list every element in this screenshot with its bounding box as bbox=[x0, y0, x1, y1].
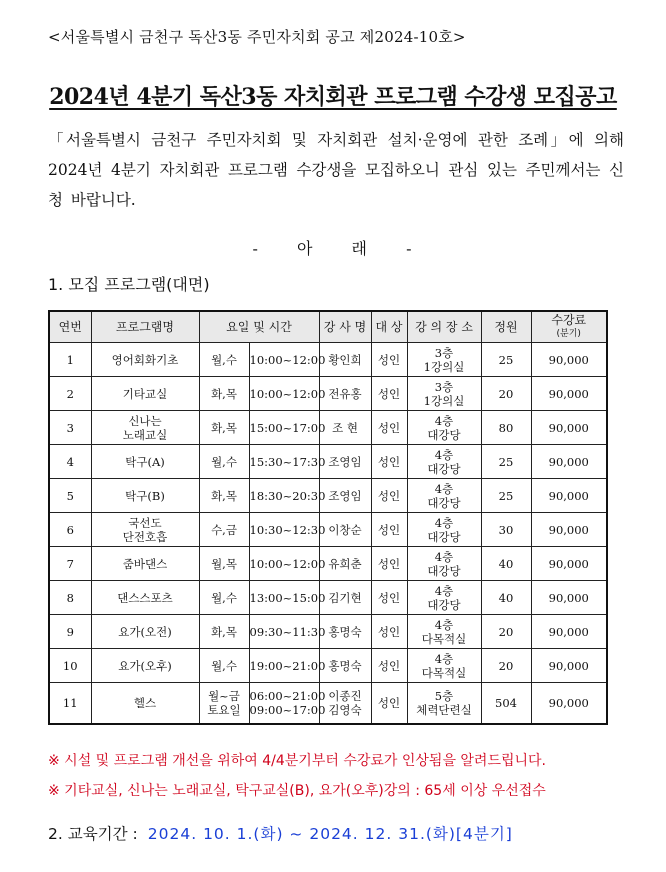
cell-target: 성인 bbox=[371, 513, 407, 547]
cell-time: 09:30~11:30 bbox=[249, 615, 319, 649]
cell-days: 월,수 bbox=[199, 581, 249, 615]
header-fee bbox=[531, 311, 607, 343]
cell-time: 13:00~15:00 bbox=[249, 581, 319, 615]
cell-capacity: 20 bbox=[481, 649, 531, 683]
cell-no: 7 bbox=[49, 547, 91, 581]
cell-room: 4층 다목적실 bbox=[407, 649, 481, 683]
page-title-text: 2024년 4분기 독산3동 자치회관 프로그램 수강생 모집공고 bbox=[49, 84, 617, 110]
divider-text: - 아 래 - bbox=[252, 239, 414, 258]
cell-room: 4층 대강당 bbox=[407, 445, 481, 479]
cell-fee: 90,000 bbox=[531, 343, 607, 377]
cell-capacity: 40 bbox=[481, 581, 531, 615]
cell-no: 5 bbox=[49, 479, 91, 513]
cell-no: 8 bbox=[49, 581, 91, 615]
cell-fee: 90,000 bbox=[531, 683, 607, 725]
cell-room: 4층 대강당 bbox=[407, 479, 481, 513]
cell-target: 성인 bbox=[371, 479, 407, 513]
cell-days: 화,목 bbox=[199, 377, 249, 411]
header-instructor: 강 사 명 bbox=[319, 311, 371, 343]
cell-capacity: 25 bbox=[481, 343, 531, 377]
header-program: 프로그램명 bbox=[91, 311, 199, 343]
cell-target: 성인 bbox=[371, 547, 407, 581]
cell-days: 월,수 bbox=[199, 445, 249, 479]
cell-program: 요가(오후) bbox=[91, 649, 199, 683]
cell-program: 요가(오전) bbox=[91, 615, 199, 649]
cell-capacity: 25 bbox=[481, 479, 531, 513]
section-2-title: 2. 교육기간 : bbox=[48, 825, 138, 843]
cell-days: 월,수 bbox=[199, 649, 249, 683]
cell-time: 06:00~21:00 09:00~17:00 bbox=[249, 683, 319, 725]
table-row bbox=[49, 615, 607, 649]
cell-program: 헬스 bbox=[91, 683, 199, 725]
cell-program: 댄스스포츠 bbox=[91, 581, 199, 615]
cell-days: 화,목 bbox=[199, 615, 249, 649]
cell-time: 10:00~12:00 bbox=[249, 377, 319, 411]
cell-instructor: 황인희 bbox=[319, 343, 371, 377]
cell-room: 5층 체력단련실 bbox=[407, 683, 481, 725]
table-row bbox=[49, 479, 607, 513]
cell-fee: 90,000 bbox=[531, 377, 607, 411]
cell-no: 4 bbox=[49, 445, 91, 479]
cell-capacity: 20 bbox=[481, 615, 531, 649]
cell-time: 10:30~12:30 bbox=[249, 513, 319, 547]
header-fee-unit: (분기) bbox=[556, 329, 581, 339]
program-table bbox=[48, 310, 608, 725]
header-schedule: 요일 및 시간 bbox=[199, 311, 319, 343]
cell-target: 성인 bbox=[371, 411, 407, 445]
cell-fee: 90,000 bbox=[531, 615, 607, 649]
cell-fee: 90,000 bbox=[531, 649, 607, 683]
header-room: 강 의 장 소 bbox=[407, 311, 481, 343]
cell-fee: 90,000 bbox=[531, 479, 607, 513]
cell-no: 6 bbox=[49, 513, 91, 547]
header-fee-label: 수강료 bbox=[551, 313, 587, 327]
table-row bbox=[49, 547, 607, 581]
header-capacity: 정원 bbox=[481, 311, 531, 343]
cell-time: 15:00~17:00 bbox=[249, 411, 319, 445]
cell-no: 3 bbox=[49, 411, 91, 445]
table-row bbox=[49, 377, 607, 411]
cell-target: 성인 bbox=[371, 649, 407, 683]
cell-instructor: 조영임 bbox=[319, 445, 371, 479]
cell-room: 4층 다목적실 bbox=[407, 615, 481, 649]
cell-program: 탁구(B) bbox=[91, 479, 199, 513]
table-row bbox=[49, 649, 607, 683]
table-row bbox=[49, 411, 607, 445]
cell-program: 신나는 노래교실 bbox=[91, 411, 199, 445]
page-title bbox=[0, 80, 666, 111]
cell-fee: 90,000 bbox=[531, 513, 607, 547]
cell-time: 10:00~12:00 bbox=[249, 343, 319, 377]
cell-target: 성인 bbox=[371, 615, 407, 649]
cell-no: 1 bbox=[49, 343, 91, 377]
cell-instructor: 유희춘 bbox=[319, 547, 371, 581]
cell-program: 줌바댄스 bbox=[91, 547, 199, 581]
cell-time: 15:30~17:30 bbox=[249, 445, 319, 479]
table-row bbox=[49, 683, 607, 725]
cell-days: 화,목 bbox=[199, 411, 249, 445]
cell-days: 월,수 bbox=[199, 343, 249, 377]
cell-fee: 90,000 bbox=[531, 581, 607, 615]
cell-target: 성인 bbox=[371, 581, 407, 615]
cell-capacity: 30 bbox=[481, 513, 531, 547]
cell-capacity: 40 bbox=[481, 547, 531, 581]
cell-capacity: 80 bbox=[481, 411, 531, 445]
cell-instructor: 홍명숙 bbox=[319, 615, 371, 649]
cell-room: 3층 1강의실 bbox=[407, 377, 481, 411]
table-header-row bbox=[49, 311, 607, 343]
cell-room: 4층 대강당 bbox=[407, 411, 481, 445]
cell-days: 수,금 bbox=[199, 513, 249, 547]
table-row bbox=[49, 513, 607, 547]
cell-target: 성인 bbox=[371, 683, 407, 725]
notice-fee-increase: ※ 시설 및 프로그램 개선을 위하여 4/4분기부터 수강료가 인상됨을 알려드립니다. bbox=[48, 753, 547, 769]
cell-target: 성인 bbox=[371, 445, 407, 479]
header-target: 대 상 bbox=[371, 311, 407, 343]
cell-instructor: 김기현 bbox=[319, 581, 371, 615]
cell-instructor: 이창순 bbox=[319, 513, 371, 547]
cell-instructor: 조 현 bbox=[319, 411, 371, 445]
table-row bbox=[49, 343, 607, 377]
cell-capacity: 20 bbox=[481, 377, 531, 411]
cell-no: 11 bbox=[49, 683, 91, 725]
cell-program: 기타교실 bbox=[91, 377, 199, 411]
cell-program: 영어회화기초 bbox=[91, 343, 199, 377]
cell-program: 탁구(A) bbox=[91, 445, 199, 479]
cell-fee: 90,000 bbox=[531, 547, 607, 581]
cell-days: 월,목 bbox=[199, 547, 249, 581]
cell-capacity: 25 bbox=[481, 445, 531, 479]
cell-instructor: 전유홍 bbox=[319, 377, 371, 411]
table-row bbox=[49, 445, 607, 479]
cell-instructor: 이종진 김영숙 bbox=[319, 683, 371, 725]
cell-time: 19:00~21:00 bbox=[249, 649, 319, 683]
cell-instructor: 홍명숙 bbox=[319, 649, 371, 683]
cell-days: 화,목 bbox=[199, 479, 249, 513]
education-period: 2024. 10. 1.(화) ~ 2024. 12. 31.(화)[4분기] bbox=[147, 825, 513, 843]
table-row bbox=[49, 581, 607, 615]
cell-no: 9 bbox=[49, 615, 91, 649]
cell-capacity: 504 bbox=[481, 683, 531, 725]
cell-room: 4층 대강당 bbox=[407, 581, 481, 615]
cell-no: 10 bbox=[49, 649, 91, 683]
cell-fee: 90,000 bbox=[531, 445, 607, 479]
cell-time: 18:30~20:30 bbox=[249, 479, 319, 513]
cell-target: 성인 bbox=[371, 377, 407, 411]
cell-fee: 90,000 bbox=[531, 411, 607, 445]
intro-paragraph: 「서울특별시 금천구 주민자치회 및 자치회관 설치·운영에 관한 조례」에 의해 2024년 4분기 자치회관 프로그램 수강생을 모집하오니 관심 있는 주민께서는 신청 바랍니다. bbox=[48, 131, 624, 209]
section-1-heading: 1. 모집 프로그램(대면) bbox=[48, 275, 210, 294]
cell-instructor: 조영임 bbox=[319, 479, 371, 513]
cell-room: 3층 1강의실 bbox=[407, 343, 481, 377]
section-2-heading bbox=[48, 822, 513, 844]
cell-target: 성인 bbox=[371, 343, 407, 377]
notice-number: <서울특별시 금천구 독산3동 주민자치회 공고 제2024-10호> bbox=[48, 28, 466, 46]
header-no: 연번 bbox=[49, 311, 91, 343]
notice-senior-priority: ※ 기타교실, 신나는 노래교실, 탁구교실(B), 요가(오후)강의 : 65세 이상 우선접수 bbox=[48, 783, 546, 799]
cell-room: 4층 대강당 bbox=[407, 547, 481, 581]
cell-no: 2 bbox=[49, 377, 91, 411]
cell-time: 10:00~12:00 bbox=[249, 547, 319, 581]
cell-days: 월~금 토요일 bbox=[199, 683, 249, 725]
cell-room: 4층 대강당 bbox=[407, 513, 481, 547]
cell-program: 국선도 단전호흡 bbox=[91, 513, 199, 547]
